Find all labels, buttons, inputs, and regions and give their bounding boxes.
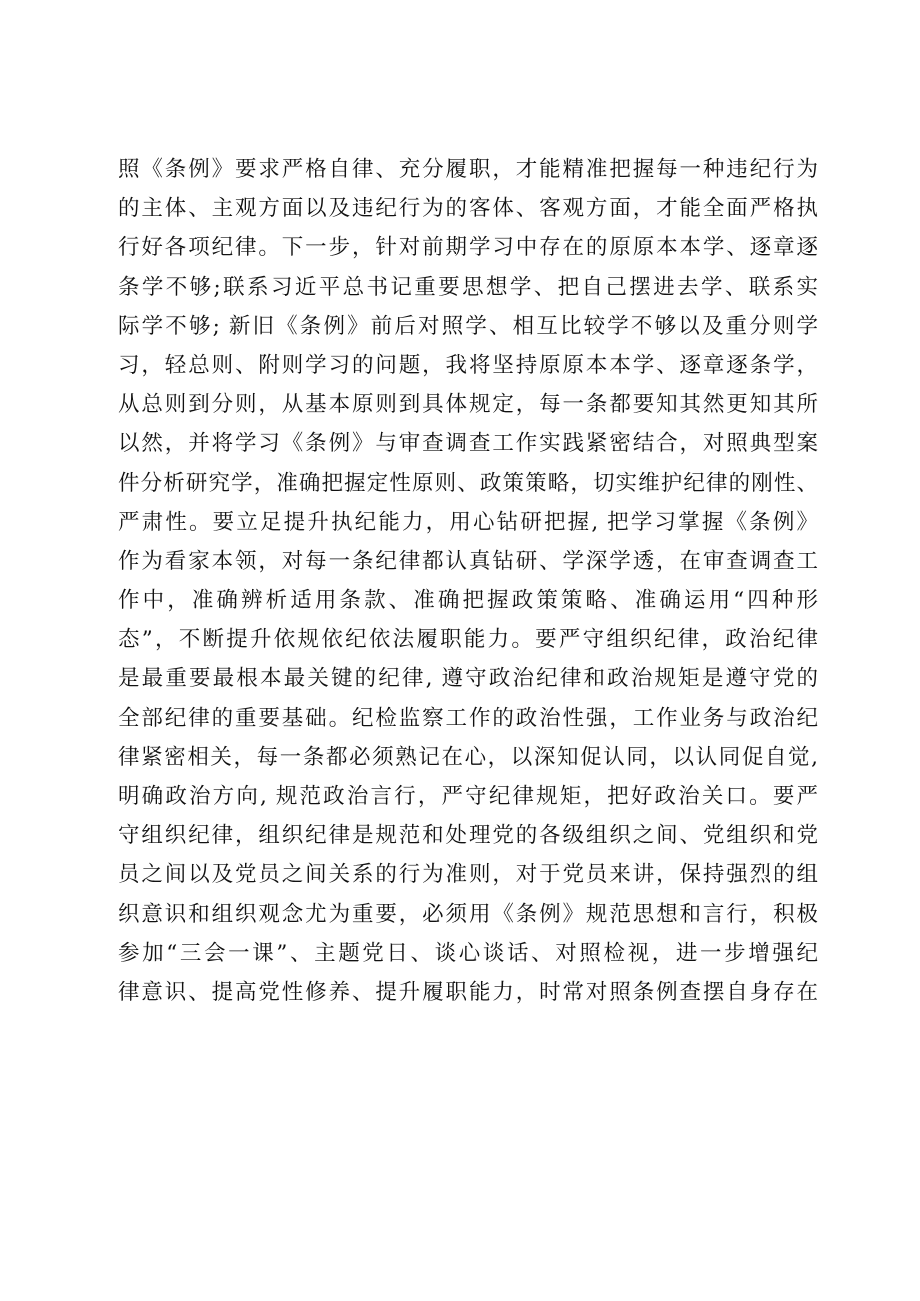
text-line: 作中，准确辨析适用条款、准确把握政策策略、准确运用“四种形 (118, 588, 818, 614)
text-line: 是最重要最根本最关键的纪律, 遵守政治纪律和政治规矩是遵守党的 (118, 666, 818, 692)
text-line: 律意识、提高党性修养、提升履职能力，时常对照条例查摆自身存在 (118, 979, 818, 1005)
body-paragraph (118, 150, 818, 1012)
text-line: 守组织纪律，组织纪律是规范和处理党的各级组织之间、党组织和党 (118, 823, 818, 849)
text-line: 律紧密相关，每一条都必须熟记在心，以深知促认同，以认同促自觉, (118, 744, 818, 770)
text-line: 员之间以及党员之间关系的行为准则，对于党员来讲，保持强烈的组 (118, 862, 818, 888)
text-line: 全部纪律的重要基础。纪检监察工作的政治性强，工作业务与政治纪 (118, 705, 818, 731)
text-line: 条学不够;联系习近平总书记重要思想学、把自己摆进去学、联系实 (118, 274, 818, 300)
text-line: 件分析研究学，准确把握定性原则、政策策略，切实维护纪律的刚性、 (118, 470, 818, 496)
text-line: 参加“三会一课”、主题党日、谈心谈话、对照检视，进一步增强纪 (118, 940, 818, 966)
text-line: 明确政治方向, 规范政治言行，严守纪律规矩，把好政治关口。要严 (118, 784, 818, 809)
text-line: 以然，并将学习《条例》与审查调查工作实践紧密结合，对照典型案 (118, 431, 818, 457)
text-line: 行好各项纪律。下一步，针对前期学习中存在的原原本本学、逐章逐 (118, 235, 818, 261)
text-line: 照《条例》要求严格自律、充分履职，才能精准把握每一种违纪行为 (118, 157, 818, 182)
text-line: 从总则到分则，从基本原则到具体规定，每一条都要知其然更知其所 (118, 392, 818, 418)
text-line: 习，轻总则、附则学习的问题，我将坚持原原本本学、逐章逐条学， (118, 352, 818, 378)
text-line: 作为看家本领，对每一条纪律都认真钻研、学深学透，在审查调查工 (118, 548, 818, 574)
text-line: 态”，不断提升依规依纪依法履职能力。要严守组织纪律，政治纪律 (118, 627, 818, 653)
text-line: 的主体、主观方面以及违纪行为的客体、客观方面，才能全面严格执 (118, 196, 818, 222)
text-line: 严肃性。要立足提升执纪能力，用心钻研把握, 把学习掌握《条例》 (118, 509, 818, 535)
text-line: 际学不够; 新旧《条例》前后对照学、相互比较学不够以及重分则学 (118, 313, 818, 339)
text-line: 织意识和组织观念尤为重要，必须用《条例》规范思想和言行，积极 (118, 901, 818, 927)
